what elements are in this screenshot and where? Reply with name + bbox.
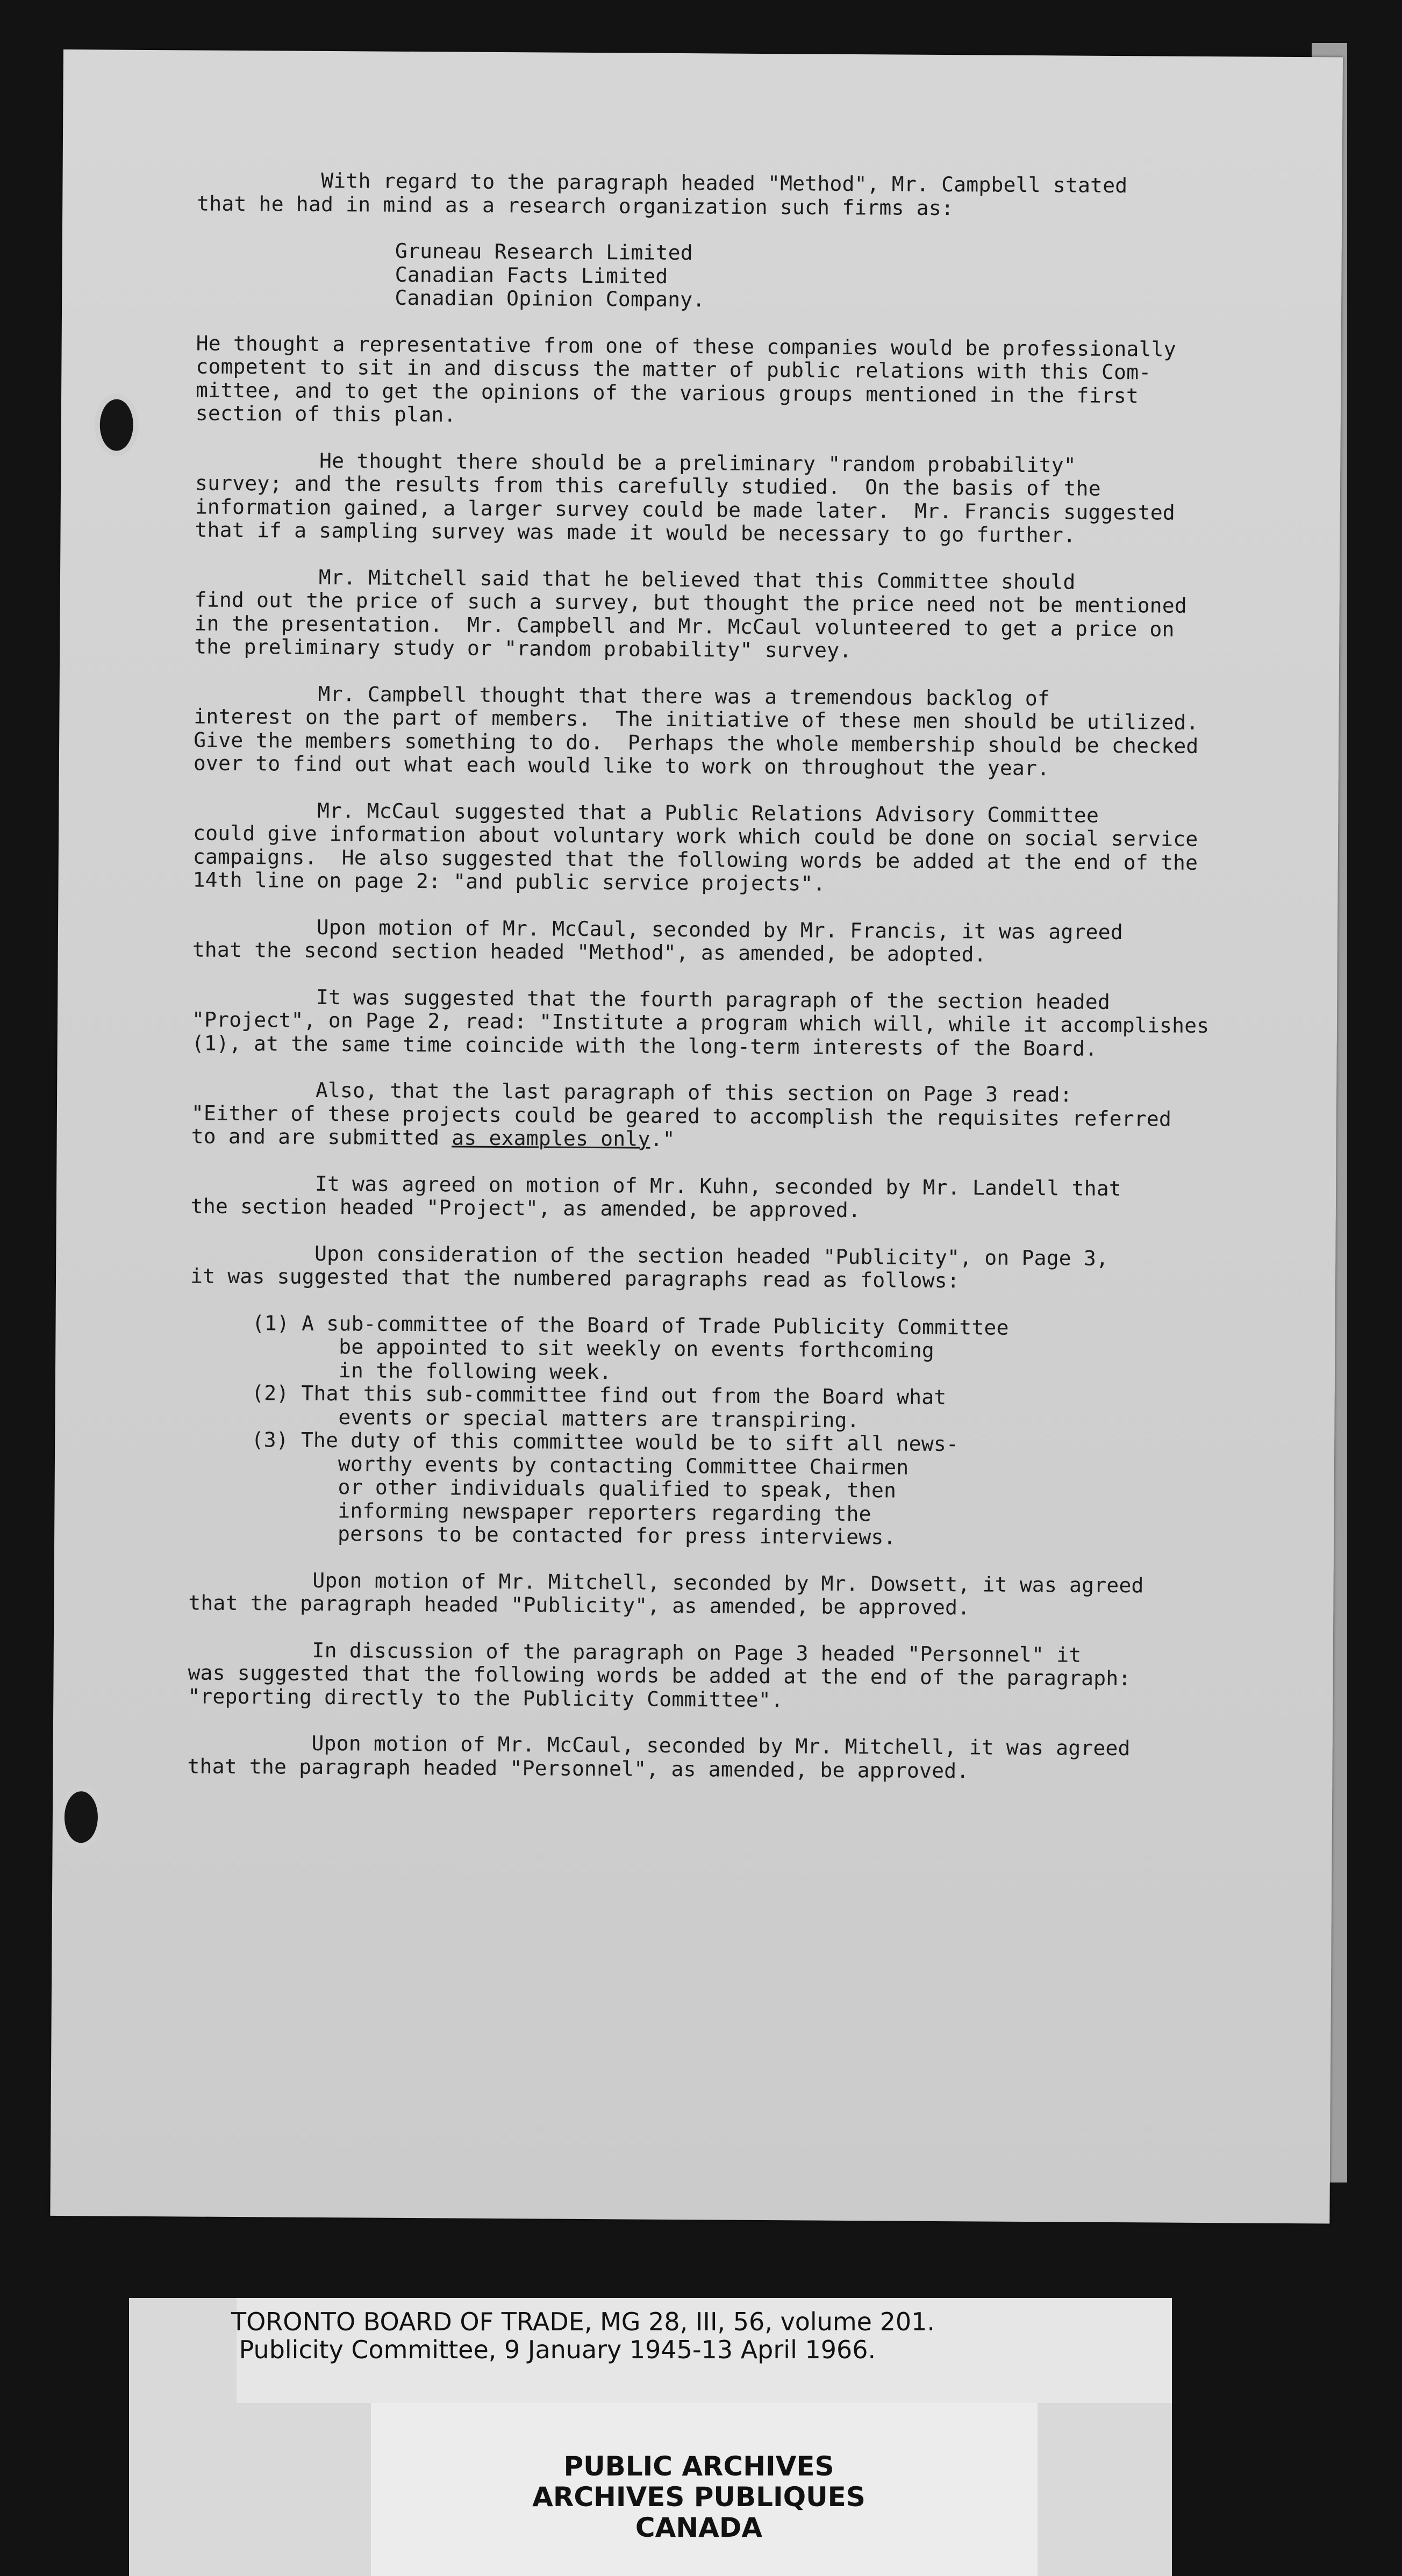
reference-line-1: TORONTO BOARD OF TRADE, MG 28, III, 56, volume 201. — [231, 2307, 935, 2336]
text-line: Mr. McCaul suggested that a Public Relations Advisory Committee — [193, 798, 1099, 827]
paragraph-p1 — [197, 169, 1272, 222]
paragraph-p10 — [191, 1078, 1267, 1155]
paragraph-p6 — [194, 682, 1269, 782]
paragraph-p4 — [195, 448, 1270, 548]
minutes-text — [187, 169, 1272, 1808]
text-line: in the following week. — [189, 1357, 612, 1384]
text-line: It was suggested that the fourth paragraph of the section headed — [192, 984, 1111, 1014]
text-line: (1) A sub-committee of the Board of Trade Publicity Committee — [190, 1310, 1009, 1340]
stamp-line-3: CANADA — [635, 2512, 763, 2543]
text-line: that the paragraph headed "Personnel", as amended, be approved. — [187, 1754, 969, 1783]
text-line: Gruneau Research Limited — [196, 238, 693, 265]
text-line: over to find out what each would like to work on throughout the year. — [193, 751, 1050, 781]
paragraph-p15 — [188, 1638, 1263, 1715]
text-line: events or special matters are transpiring. — [189, 1404, 860, 1432]
text-line: In discussion of the paragraph on Page 3 headed "Personnel" it — [188, 1637, 1082, 1667]
text-line: the preliminary study or "random probability" survey. — [194, 634, 852, 662]
text-line: (2) That this sub-committee find out from the Board what — [189, 1380, 947, 1409]
text-line: He thought there should be a preliminary "random probability" — [195, 448, 1076, 477]
text-line: With regard to the paragraph headed "Method", Mr. Campbell stated — [197, 168, 1128, 198]
text-line: (3) The duty of this committee would be to sift all news- — [189, 1427, 959, 1456]
text-line: in the presentation. Mr. Campbell and Mr. McCaul volunteered to get a price on — [194, 611, 1175, 641]
paragraph-p3 — [196, 332, 1271, 432]
text-line: find out the price of such a survey, but thought the price need not be mentioned — [194, 588, 1188, 618]
reference-line-2: Publicity Committee, 9 January 1945-13 April 1966. — [231, 2335, 876, 2364]
typed-page — [50, 49, 1343, 2223]
paragraph-p11 — [191, 1171, 1266, 1225]
text-line: Canadian Facts Limited — [196, 261, 668, 288]
text-line: Mr. Campbell thought that there was a tremendous backlog of — [194, 681, 1050, 710]
text-line: Also, that the last paragraph of this section on Page 3 read: — [191, 1077, 1072, 1107]
text-line: information gained, a larger survey could be made later. Mr. Francis suggested — [195, 495, 1176, 525]
paragraph-p14 — [188, 1568, 1263, 1621]
stamp-line-2: ARCHIVES PUBLIQUES — [532, 2481, 865, 2513]
text-line: "reporting directly to the Publicity Committee". — [188, 1684, 784, 1712]
text-line: that the paragraph headed "Publicity", as amended, be approved. — [188, 1591, 970, 1620]
paragraph-p12 — [190, 1241, 1265, 1294]
text-line: He thought a representative from one of these companies would be professionally — [196, 331, 1176, 361]
text-line: interest on the part of members. The initiative of these men should be utilized. — [194, 704, 1199, 734]
text-fragment: to and are submitted — [191, 1124, 452, 1150]
text-line: that the second section headed "Method", as amended, be adopted. — [192, 938, 986, 967]
paragraph-p13 — [189, 1311, 1265, 1551]
text-line: that he had in mind as a research organization such firms as: — [197, 191, 954, 220]
text-line: competent to sit in and discuss the matter of public relations with this Com- — [196, 354, 1151, 384]
text-line: or other individuals qualified to speak, then — [189, 1474, 897, 1502]
text-line: (1), at the same time coincide with the long-term interests of the Board. — [191, 1031, 1098, 1061]
paragraph-p7 — [192, 798, 1268, 898]
underlined-phrase: as examples only — [452, 1126, 650, 1151]
punch-hole-top — [94, 393, 139, 456]
stamp-line-1: PUBLIC ARCHIVES — [563, 2451, 834, 2482]
text-line: worthy events by contacting Committee Chairmen — [189, 1450, 909, 1479]
punch-hole-bottom — [59, 1786, 104, 1848]
text-line: it was suggested that the numbered paragraphs read as follows: — [190, 1264, 960, 1293]
text-line: section of this plan. — [195, 401, 456, 427]
text-line: It was agreed on motion of Mr. Kuhn, seconded by Mr. Landell that — [190, 1170, 1122, 1200]
paragraph-p2 — [196, 239, 1272, 316]
text-line: Upon motion of Mr. McCaul, seconded by Mr. Francis, it was agreed — [192, 914, 1124, 944]
paragraph-p8 — [192, 915, 1268, 968]
text-line: Upon motion of Mr. McCaul, seconded by Mr. Mitchell, it was agreed — [187, 1730, 1131, 1761]
text-fragment: ." — [650, 1127, 675, 1151]
text-line: Canadian Opinion Company. — [196, 284, 705, 312]
text-line: be appointed to sit weekly on events forthcoming — [190, 1334, 935, 1362]
paragraph-p16 — [187, 1731, 1262, 1784]
text-line: "Project", on Page 2, read: "Institute a program which will, while it accomplishes — [191, 1007, 1210, 1038]
archive-reference — [231, 2308, 935, 2364]
text-line: informing newspaper reporters regarding the — [189, 1497, 871, 1526]
text-line: persons to be contacted for press interviews. — [189, 1521, 896, 1549]
text-line: could give information about voluntary work which could be done on social service — [192, 821, 1198, 851]
text-line: Mr. Mitchell said that he believed that this Committee should — [194, 564, 1076, 594]
text-line: 14th line on page 2: "and public service projects". — [192, 868, 826, 896]
text-line: campaigns. He also suggested that the following words be added at the end of the — [192, 844, 1198, 875]
text-line: "Either of these projects could be geared to accomplish the requisites referred — [191, 1100, 1172, 1131]
paragraph-p5 — [194, 565, 1270, 665]
text-line: Upon motion of Mr. Mitchell, seconded by Mr. Dowsett, it was agreed — [188, 1567, 1144, 1597]
paragraph-p9 — [192, 985, 1268, 1062]
text-line: Upon consideration of the section headed "Publicity", on Page 3, — [190, 1240, 1109, 1270]
text-line: that if a sampling survey was made it would be necessary to go further. — [195, 518, 1076, 547]
text-line: was suggested that the following words be added at the end of the paragraph: — [188, 1661, 1131, 1691]
text-line: mittee, and to get the opinions of the various groups mentioned in the first — [196, 378, 1139, 407]
text-line: the section headed "Project", as amended, be approved. — [190, 1194, 861, 1222]
text-line: Give the members something to do. Perhaps the whole membership should be checked — [194, 728, 1199, 758]
archives-stamp — [376, 2451, 1021, 2543]
text-line: survey; and the results from this carefully studied. On the basis of the — [195, 471, 1101, 500]
